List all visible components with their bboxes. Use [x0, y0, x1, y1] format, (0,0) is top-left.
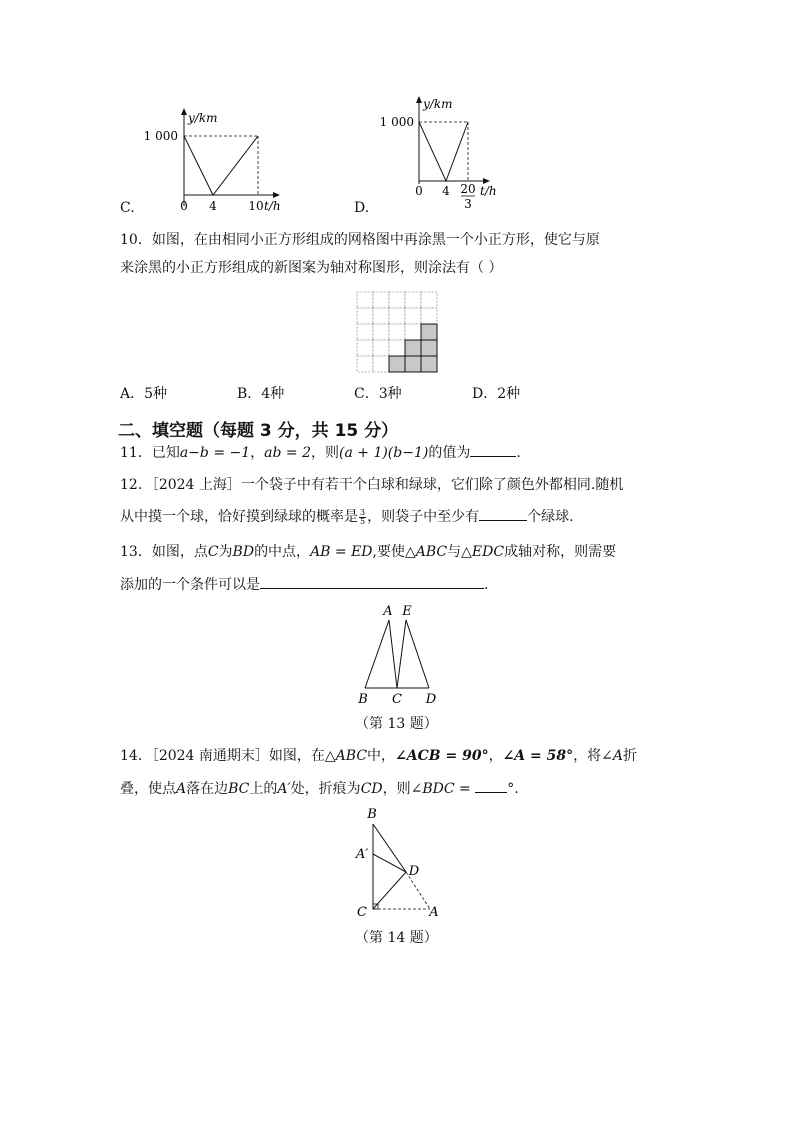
q10-option-a: A．5种	[120, 386, 168, 402]
q12-line2-post: 个绿球.	[527, 509, 574, 525]
q11-mid: ，则	[311, 445, 339, 461]
x-axis-label: t/h	[480, 184, 497, 198]
grid-cell-empty	[357, 308, 373, 324]
q10-grid-figure	[355, 290, 439, 374]
grid-cell-empty	[373, 324, 389, 340]
q10-option-d: D．2种	[472, 386, 521, 402]
q13-answer-blank[interactable]	[260, 574, 484, 589]
q13-segment-bd: BD	[232, 544, 255, 560]
grid-cell-empty	[373, 292, 389, 308]
segment-bd	[373, 824, 406, 872]
x-tick-10: 10	[248, 199, 264, 213]
q13-point-c: C	[207, 544, 219, 560]
x-tick-4: 4	[209, 199, 217, 213]
y-axis-arrow	[181, 108, 187, 115]
q13-text-c: 的中点，	[254, 544, 311, 560]
q14-text-a: 14．［2024 南通期末］如图，在	[120, 748, 325, 764]
grid-cell-empty	[421, 308, 437, 324]
q14-text-d: ，将∠	[573, 748, 613, 764]
q13-triangle-abc: △ABC	[405, 544, 448, 560]
q14-text-k: °.	[507, 781, 519, 797]
grid-cell-empty	[405, 292, 421, 308]
q14-text-e: 折	[623, 748, 637, 764]
x-tick-4: 4	[442, 184, 450, 198]
x-axis-label: t/h	[264, 199, 281, 213]
label-d: D	[425, 692, 437, 707]
grid-cell-empty	[405, 308, 421, 324]
grid-cell-filled-border	[421, 340, 437, 356]
label-a: A	[383, 604, 393, 619]
grid-cell-filled-border	[405, 340, 421, 356]
y-axis-arrow	[416, 96, 422, 103]
q10-option-c: C．3种	[354, 386, 402, 402]
q14-text-i: 处，折痕为	[290, 781, 361, 797]
grid-cell-empty	[357, 324, 373, 340]
q14-angle-a: ∠A = 58°	[502, 748, 574, 764]
q11-pre: 11．已知	[120, 445, 180, 461]
q14-angle-acb: ∠ACB = 90°	[395, 748, 489, 764]
q10-option-b: B．4种	[237, 386, 285, 402]
q11-end: .	[516, 445, 521, 461]
label-a-prime: A′	[355, 847, 369, 862]
q10-line-1: 10．如图，在由相同小正方形组成的网格图中再涂黑一个小正方形，使它与原	[120, 232, 600, 248]
q13-triangle-edc: △EDC	[461, 544, 505, 560]
grid-cell-empty	[357, 292, 373, 308]
grid-cell-empty	[389, 308, 405, 324]
q13-figure	[350, 600, 445, 710]
x-tick-0: 0	[180, 199, 188, 213]
y-axis-label: y/km	[188, 111, 218, 125]
option-c-graph	[140, 106, 300, 216]
q14-text-g: 落在边	[186, 781, 229, 797]
q11-line	[120, 442, 521, 463]
x-tick-frac-num: 20	[460, 182, 476, 196]
q11-sep: ，	[250, 445, 265, 461]
label-d: D	[408, 864, 420, 879]
option-d-graph	[378, 92, 518, 214]
y-tick-1000: 1 000	[379, 115, 414, 129]
x-tick-frac-den: 3	[464, 197, 472, 211]
grid-cell-empty	[373, 308, 389, 324]
grid-cell-empty	[405, 324, 421, 340]
q12-frac-num: 3	[360, 507, 366, 517]
q11-eq2: ab = 2	[264, 445, 311, 461]
label-b: B	[367, 807, 377, 822]
q13-text-b: 为	[218, 544, 233, 560]
q14-point-a-prime: A′	[277, 781, 291, 797]
q14-figure	[350, 804, 450, 922]
grid-cell-empty	[373, 340, 389, 356]
q14-crease-cd: CD	[360, 781, 383, 797]
q14-line-2	[120, 778, 519, 799]
y-tick-1000: 1 000	[143, 129, 178, 143]
q11-eq1: a−b = −1	[179, 445, 251, 461]
x-axis-arrow	[273, 192, 280, 198]
q13-caption: （第 13 题）	[355, 716, 438, 732]
q13-line-2	[120, 574, 488, 595]
q14-text-c: ，	[488, 748, 503, 764]
distance-line	[184, 136, 258, 195]
grid-cell-empty	[389, 340, 405, 356]
q13-text-a: 13．如图，点	[120, 544, 208, 560]
q13-text-e: 与	[447, 544, 462, 560]
grid-cell-empty	[389, 292, 405, 308]
y-axis-label: y/km	[423, 97, 453, 111]
crease-cd	[373, 872, 406, 909]
label-a: A	[429, 905, 439, 920]
q10-line-2: 来涂黑的小正方形组成的新图案为轴对称图形，则涂法有（ ）	[120, 260, 503, 276]
q13-line-1	[120, 542, 616, 562]
label-c: C	[392, 692, 402, 707]
section-2-title: 二、填空题（每题 3 分，共 15 分）	[118, 421, 399, 441]
triangle-edc	[397, 620, 429, 688]
q12-line-2	[120, 506, 574, 527]
q12-probability-fraction	[359, 509, 366, 526]
q11-expr: (a + 1)(b−1)	[339, 445, 429, 461]
q13-line2-end: .	[484, 577, 489, 593]
distance-line	[419, 122, 468, 181]
q11-answer-blank[interactable]	[470, 442, 516, 457]
option-d-letter: D.	[354, 200, 370, 216]
grid-cell-empty	[357, 356, 373, 372]
q14-side-bc: BC	[228, 781, 250, 797]
q11-post: 的值为	[428, 445, 471, 461]
label-e: E	[402, 604, 412, 619]
q14-angle-bdc: ∠BDC =	[410, 781, 471, 797]
segment-a-prime-d	[373, 854, 406, 872]
grid-cell-filled-border	[421, 324, 437, 340]
grid-cell-empty	[357, 340, 373, 356]
q14-text-j: ，则	[382, 781, 411, 797]
x-tick-0: 0	[415, 184, 423, 198]
q14-line-1	[120, 746, 637, 766]
grid-cell-empty	[421, 292, 437, 308]
q14-point-a: A	[612, 748, 623, 764]
q12-frac-den: 5	[360, 516, 366, 526]
q14-text-h: 上的	[249, 781, 278, 797]
q12-line2-mid: ，则袋子中至少有	[367, 509, 480, 525]
q14-text-f: 叠，使点	[120, 781, 176, 797]
grid-cell-filled-border	[421, 356, 437, 372]
q12-line2-pre: 从中摸一个球，恰好摸到绿球的概率是	[120, 509, 358, 525]
q14-caption: （第 14 题）	[355, 930, 438, 946]
q13-text-d: ,要使	[372, 544, 405, 560]
triangle-abc	[365, 620, 397, 688]
q13-line2-text: 添加的一个条件可以是	[120, 577, 260, 593]
q14-triangle: △ABC	[324, 748, 368, 764]
grid-cell-empty	[373, 356, 389, 372]
q13-text-f: 成轴对称，则需要	[504, 544, 617, 560]
q12-answer-blank[interactable]	[479, 506, 527, 521]
option-c-letter: C.	[120, 200, 135, 216]
q14-answer-blank[interactable]	[475, 778, 507, 793]
label-b: B	[358, 692, 368, 707]
q14-point-a-2: A	[176, 781, 187, 797]
label-c: C	[357, 905, 367, 920]
grid-cell-filled-border	[389, 356, 405, 372]
q13-equality: AB = ED	[310, 544, 373, 560]
q14-text-b: 中，	[367, 748, 396, 764]
grid-cell-filled-border	[405, 356, 421, 372]
grid-cell-empty	[389, 324, 405, 340]
q12-line-1: 12．［2024 上海］一个袋子中有若干个白球和绿球，它们除了颜色外都相同.随机	[120, 477, 624, 493]
